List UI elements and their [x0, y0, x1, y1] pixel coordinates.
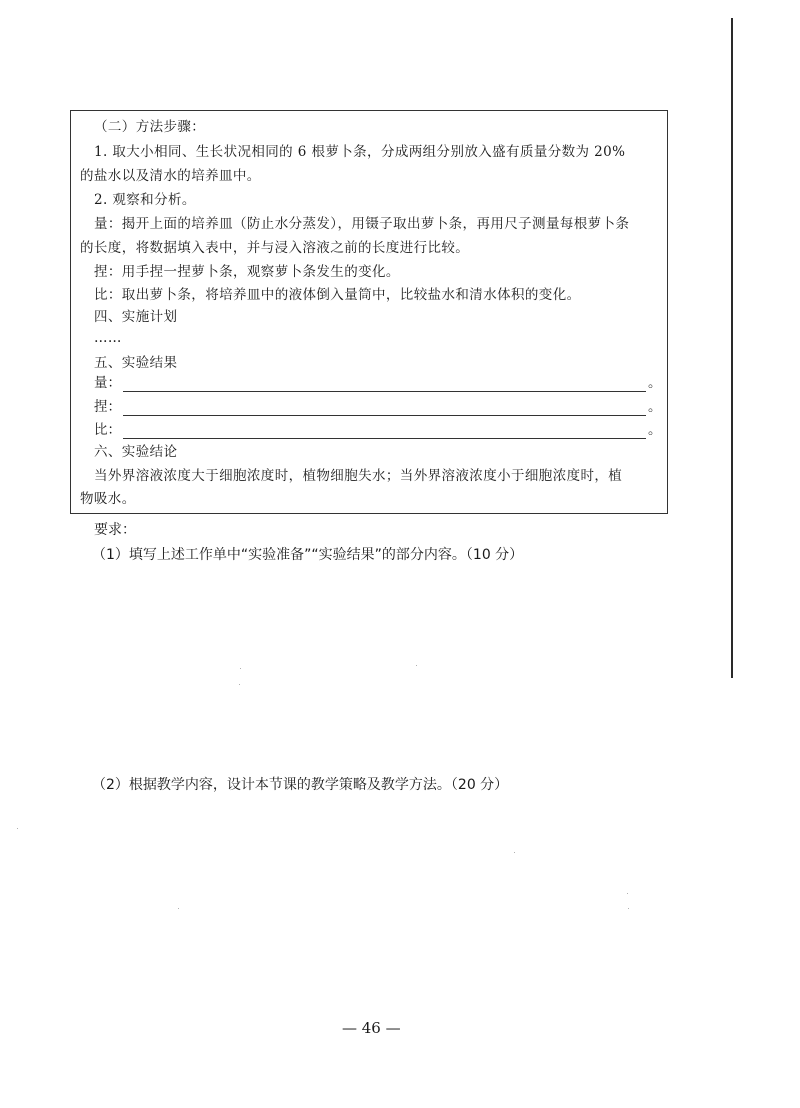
binding-line [731, 18, 733, 678]
scan-speck [240, 668, 241, 669]
section6-heading: 六、实验结论 [94, 444, 178, 460]
heading-method-steps: （二）方法步骤： [94, 119, 206, 135]
result-pinch-row [94, 398, 662, 416]
ellipsis: …… [94, 330, 122, 346]
scan-speck [416, 665, 417, 666]
result-measure-label: 量： [94, 375, 121, 391]
scan-speck [239, 684, 240, 685]
compare-step: 比：取出萝卜条，将培养皿中的液体倒入量筒中，比较盐水和清水体积的变化。 [94, 287, 581, 303]
step2-heading: 2. 观察和分析。 [94, 192, 196, 208]
result-measure-blank[interactable] [123, 377, 646, 392]
result-compare-period: 。 [648, 422, 662, 438]
result-measure-period: 。 [648, 375, 662, 391]
scan-speck [17, 828, 18, 829]
scan-speck [514, 852, 515, 853]
result-compare-row [94, 421, 662, 439]
requirements-title: 要求： [94, 522, 136, 538]
result-compare-blank[interactable] [123, 424, 646, 439]
step1-line2: 的盐水以及清水的培养皿中。 [80, 168, 261, 184]
result-pinch-blank[interactable] [123, 401, 646, 416]
pinch-step: 捏：用手捏一捏萝卜条，观察萝卜条发生的变化。 [94, 264, 400, 280]
question-1: （1）填写上述工作单中“实验准备”“实验结果”的部分内容。（10 分） [92, 547, 524, 563]
measure-line2: 的长度，将数据填入表中，并与浸入溶液之前的长度进行比较。 [80, 240, 470, 256]
scan-speck [627, 893, 628, 894]
result-measure-row [94, 374, 662, 392]
section5-heading: 五、实验结果 [94, 355, 178, 371]
question-2: （2）根据教学内容，设计本节课的教学策略及教学方法。（20 分） [92, 777, 509, 793]
conclusion-line2: 物吸水。 [80, 491, 136, 507]
scan-speck [628, 908, 629, 909]
result-pinch-period: 。 [648, 399, 662, 415]
page-number: — 46 — [342, 1019, 401, 1037]
result-compare-label: 比： [94, 422, 121, 438]
section4-heading: 四、实施计划 [94, 309, 178, 325]
scan-speck [178, 908, 179, 909]
step1-line1: 1. 取大小相同、生长状况相同的 6 根萝卜条，分成两组分别放入盛有质量分数为 20% [94, 144, 626, 160]
result-pinch-label: 捏： [94, 399, 121, 415]
measure-line1: 量：揭开上面的培养皿（防止水分蒸发），用镊子取出萝卜条，再用尺子测量每根萝卜条 [94, 216, 630, 232]
conclusion-line1: 当外界溶液浓度大于细胞浓度时，植物细胞失水；当外界溶液浓度小于细胞浓度时，植 [94, 468, 623, 484]
